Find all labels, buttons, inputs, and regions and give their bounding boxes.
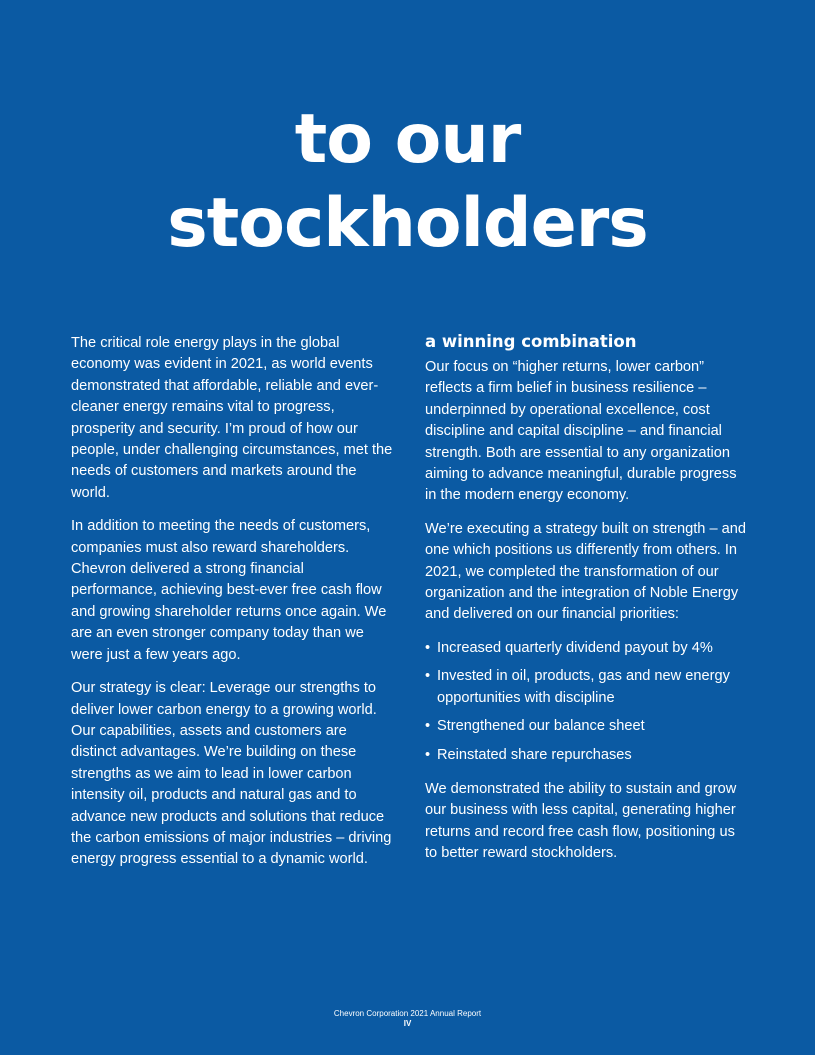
priorities-list <box>425 638 750 766</box>
section-heading: a winning combination <box>425 332 637 351</box>
bullet-icon: • <box>425 718 431 735</box>
bullet-icon: • <box>425 639 431 656</box>
title-line-2: stockholders <box>167 184 648 263</box>
list-item <box>425 745 750 766</box>
list-item-text: Invested in oil, products, gas and new energy opportunities with discipline <box>437 668 730 706</box>
page-number: IV <box>403 1019 412 1028</box>
list-item-text: Reinstated share repurchases <box>437 746 632 763</box>
list-item-text: Increased quarterly dividend payout by 4% <box>437 639 713 656</box>
list-item <box>425 638 750 659</box>
right-paragraph-1: Our focus on “higher returns, lower carbon” reflects a firm belief in business resilience – underpinned by operational excellence, cost discipline and capital discipline – and financial strength. Both are essential to any organization aiming to advance meaningful, durable progress in the modern energy economy. <box>425 359 737 504</box>
bullet-icon: • <box>425 746 431 763</box>
left-paragraph-3: Our strategy is clear: Leverage our strengths to deliver lower carbon energy to a growing world. Our capabilities, assets and customers are distinct advantages. We’re building on these strengths as we aim to lead in lower carbon intensity oil, products and natural gas and to advance new products and solutions that reduce the carbon emissions of major industries – driving energy progress essential to a dynamic world. <box>71 680 392 868</box>
right-paragraph-2: We’re executing a strategy built on strength – and one which positions us differently from others. In 2021, we completed the transformation of our organization and the integration of Noble Energy and delivered on our financial priorities: <box>425 520 746 623</box>
page-footer <box>0 1009 815 1029</box>
report-name: Chevron Corporation 2021 Annual Report <box>333 1009 482 1018</box>
right-column <box>425 333 750 877</box>
title-line-1: to our <box>294 100 521 179</box>
left-paragraph-2: In addition to meeting the needs of customers, companies must also reward shareholders. Chevron delivered a strong financial performance, achieving best-ever free cash flow and growing shareholder returns once again. We are an even stronger company today than we were just a few years ago. <box>71 518 387 663</box>
page-title <box>0 98 815 266</box>
list-item <box>425 716 750 737</box>
list-item-text: Strengthened our balance sheet <box>437 718 645 735</box>
bullet-icon: • <box>425 668 431 685</box>
list-item <box>425 666 750 709</box>
left-column <box>71 333 393 883</box>
left-paragraph-1: The critical role energy plays in the global economy was evident in 2021, as world events demonstrated that affordable, reliable and ever-cleaner energy remains vital to progress, prosperity and security. I’m proud of how our people, under challenging circumstances, met the needs of customers and markets around the world. <box>71 335 393 501</box>
right-paragraph-3: We demonstrated the ability to sustain and grow our business with less capital, generating higher returns and record free cash flow, positioning us to better reward stockholders. <box>425 780 737 862</box>
